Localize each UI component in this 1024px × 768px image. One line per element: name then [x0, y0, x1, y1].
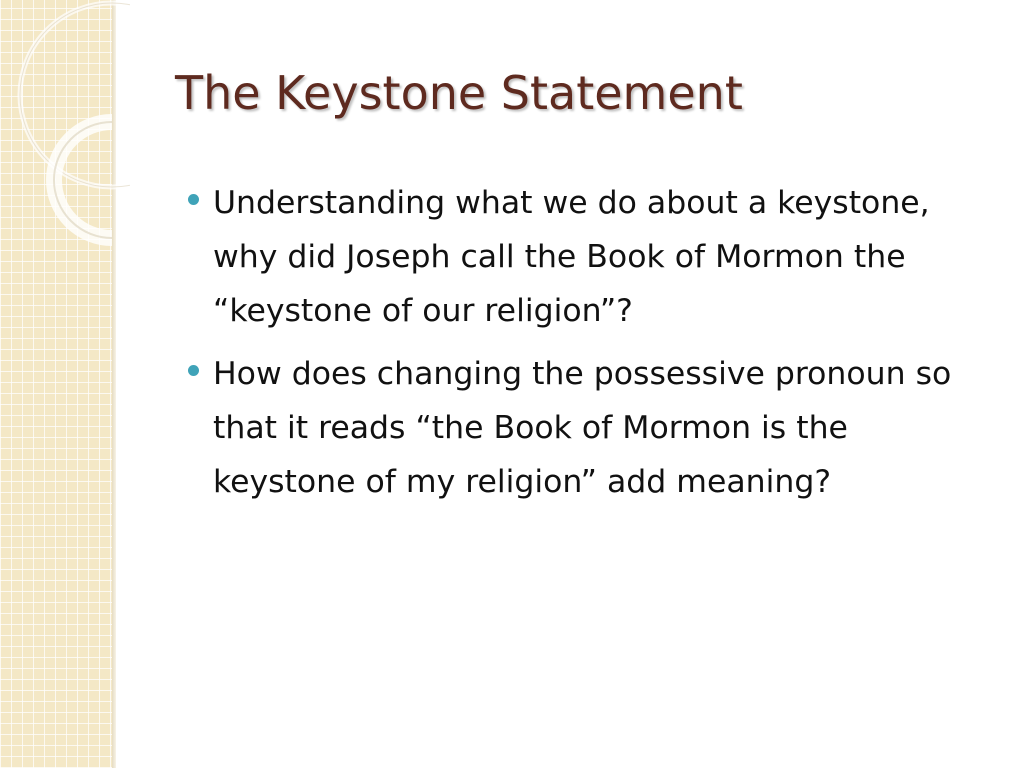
bullet-text: Understanding what we do about a keystone, why did Joseph call the Book of Mormon the “keystone of our religion”?: [213, 185, 930, 329]
slide-title: The Keystone Statement: [175, 66, 743, 120]
bullet-dot-icon: [188, 365, 199, 376]
bullet-text: How does changing the possessive pronoun so that it reads “the Book of Mormon is the keystone of my religion” add meaning?: [213, 356, 952, 500]
decorative-rings-icon: [0, 0, 130, 260]
bullet-list: [185, 176, 995, 518]
bullet-item: [185, 176, 995, 338]
bullet-item: [185, 347, 995, 509]
bullet-dot-icon: [188, 194, 199, 205]
